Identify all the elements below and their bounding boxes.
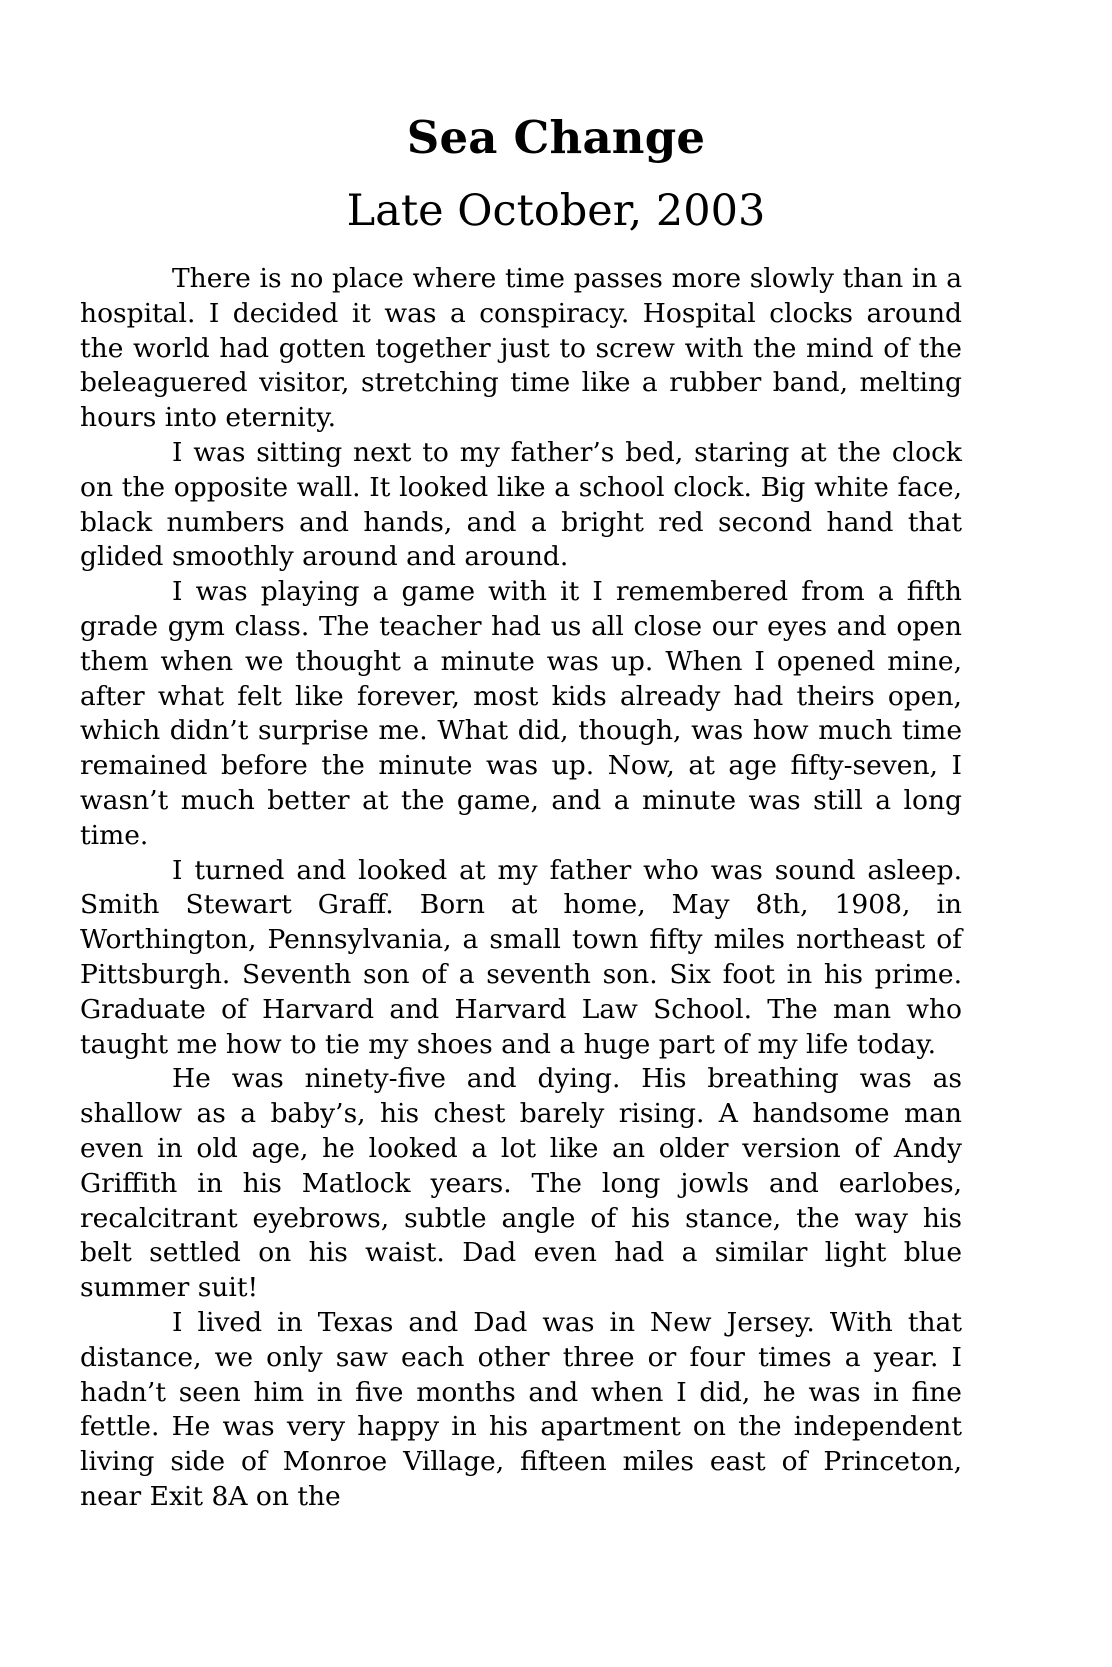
paragraph: I was playing a game with it I remembered from a fifth grade gym class. The teacher had us all close our eyes and open them when we thought a minute was up. When I opened mine, after what felt like forever, most kids already had theirs open, which didn’t surprise me. What did, though, was how much time remained before the minute was up. Now, at age fifty-seven, I wasn’t much better at the game, and a minute was still a long time. [80,576,962,851]
paragraph: He was ninety-five and dying. His breathing was as shallow as a baby’s, his chest barely rising. A handsome man even in old age, he looked a lot like an older version of Andy Griffith in his Matlock years. The long jowls and earlobes, recalcitrant eyebrows, subtle angle of his stance, the way his belt settled on his waist. Dad even had a similar light blue summer suit! [80,1063,962,1304]
paragraph: There is no place where time passes more slowly than in a hospital. I decided it was a conspiracy. Hospital clocks around the world had gotten together just to screw with the mind of the beleaguered visitor, stretching time like a rubber band, melting hours into eternity. [80,263,962,434]
page-subtitle: Late October, 2003 [346,186,766,236]
body-text-block [0,236,1112,1515]
page-title: Sea Change [406,111,706,164]
paragraph: I lived in Texas and Dad was in New Jersey. With that distance, we only saw each other three or four times a year. I hadn’t seen him in five months and when I did, he was in fine fettle. He was very happy in his apartment on the independent living side of Monroe Village, fifteen miles east of Princeton, near Exit 8A on the [80,1306,962,1512]
paragraph: I was sitting next to my father’s bed, staring at the clock on the opposite wall. It looked like a school clock. Big white face, black numbers and hands, and a bright red second hand that glided smoothly around and around. [80,436,962,573]
paragraph: I turned and looked at my father who was sound asleep. Smith Stewart Graff. Born at home, May 8th, 1908, in Worthington, Pennsylvania, a small town fifty miles northeast of Pittsburgh. Seventh son of a seventh son. Six foot in his prime. Graduate of Harvard and Harvard Law School. The man who taught me how to tie my shoes and a huge part of my life today. [80,854,962,1060]
